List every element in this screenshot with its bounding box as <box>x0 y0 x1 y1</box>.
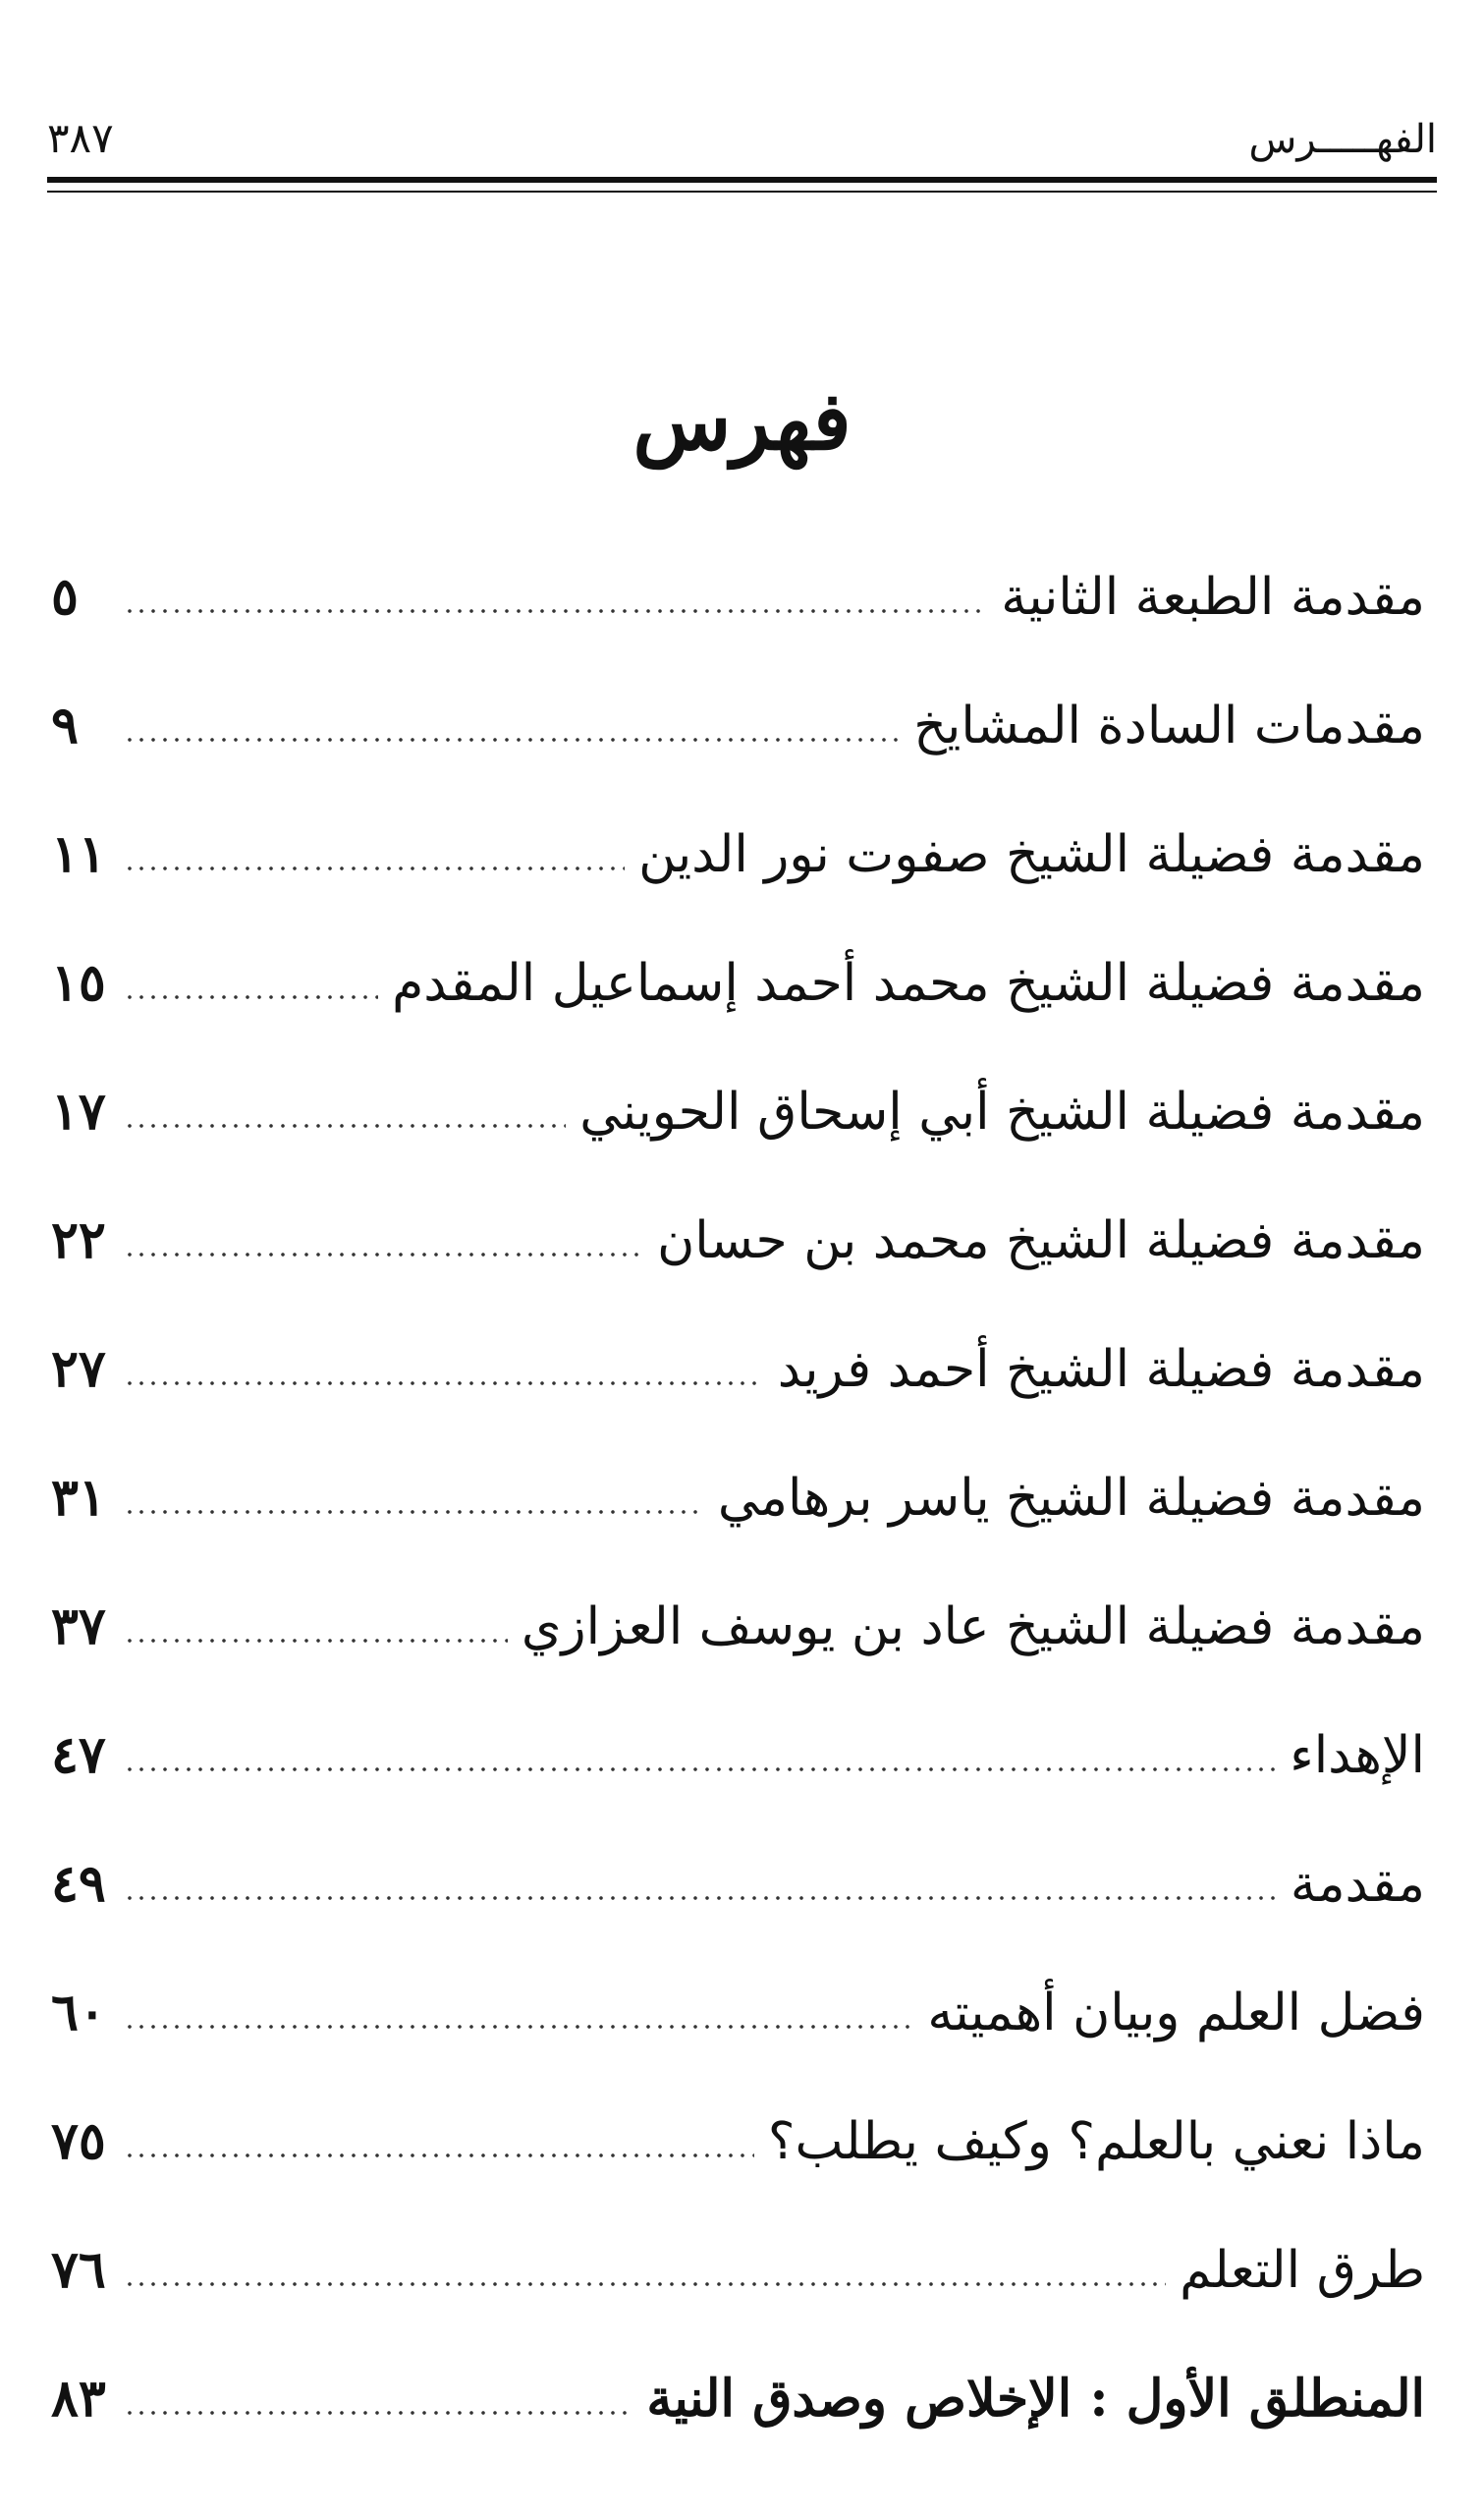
dot-leader <box>124 1124 566 1128</box>
dot-leader <box>124 1767 1276 1771</box>
dot-leader <box>124 2411 632 2415</box>
dot-leader <box>124 738 900 742</box>
toc-entry <box>51 1305 1425 1433</box>
running-title: الفهـــــرس <box>1248 117 1437 162</box>
dot-leader <box>124 995 378 999</box>
toc-entry-page: ٤٩ <box>51 1853 106 1914</box>
toc-entry <box>51 2077 1425 2206</box>
dot-leader <box>124 1896 1277 1900</box>
toc-entry-page: ١١ <box>51 823 106 884</box>
toc-entry-title: مقدمة فضيلة الشيخ ياسر برهامي <box>717 1468 1425 1528</box>
index-title: فهرس <box>632 374 852 469</box>
toc-entry <box>51 1691 1425 1819</box>
toc-entry-title: مقدمة فضيلة الشيخ أبي إسحاق الحويني <box>579 1082 1425 1142</box>
toc-entry <box>51 919 1425 1047</box>
toc-entry <box>51 2206 1425 2334</box>
toc-entry-title: مقدمة فضيلة الشيخ صفوت نور الدين <box>638 824 1425 884</box>
dot-leader <box>124 609 987 613</box>
toc-entry <box>51 1819 1425 1948</box>
dot-leader <box>124 867 625 870</box>
dot-leader <box>124 2153 754 2157</box>
toc-entry <box>51 1433 1425 1562</box>
toc-entry-title: طرق التعلم <box>1180 2240 1425 2300</box>
page-number: ٣٨٧ <box>47 114 114 162</box>
dot-leader <box>124 1510 704 1514</box>
toc-entry-page: ٢٢ <box>51 1209 106 1270</box>
toc-entry-page: ١٧ <box>51 1081 106 1142</box>
toc-entry-title: فضل العلم وبيان أهميته <box>927 1983 1425 2042</box>
toc-entry-page: ٣٧ <box>51 1595 106 1656</box>
toc-entry <box>51 1176 1425 1305</box>
toc-entry-page: ٧٥ <box>51 2110 106 2171</box>
toc-entry-page: ٩ <box>51 695 79 755</box>
dot-leader <box>124 1639 508 1643</box>
toc-entry-page: ١٥ <box>51 952 106 1013</box>
toc-entry <box>51 790 1425 919</box>
toc-entry-title: الإهداء <box>1290 1725 1425 1785</box>
toc-entry-title: مقدمة فضيلة الشيخ أحمد فريد <box>777 1339 1425 1399</box>
toc-entry-page: ٧٦ <box>51 2239 106 2300</box>
toc-entry-title: مقدمة الطبعة الثانية <box>1001 567 1425 627</box>
dot-leader <box>124 1253 643 1257</box>
toc-entry <box>51 1562 1425 1691</box>
toc-entry-page: ٥ <box>51 566 79 627</box>
toc-entry-title: ماذا نعني بالعلم؟ وكيف يطلب؟ <box>767 2111 1425 2171</box>
toc-entry <box>51 532 1425 661</box>
toc-entry-title: مقدمة فضيلة الشيخ عاد بن يوسف العزازي <box>521 1596 1425 1656</box>
toc-entry-title: مقدمة فضيلة الشيخ محمد أحمد إسماعيل المقدم <box>392 953 1425 1013</box>
toc-entry-page: ٣١ <box>51 1467 106 1528</box>
toc-entry-title: المنطلق الأول : الإخلاص وصدق النية <box>646 2368 1425 2429</box>
toc-entry <box>51 1047 1425 1176</box>
toc-entry-page: ٦٠ <box>51 1982 106 2042</box>
table-of-contents <box>51 532 1425 2463</box>
toc-entry-page: ٤٧ <box>51 1724 106 1785</box>
toc-entry <box>51 1948 1425 2077</box>
running-header <box>47 90 1437 162</box>
dot-leader <box>124 2025 913 2029</box>
toc-entry-title: مقدمة <box>1290 1854 1425 1914</box>
dot-leader <box>124 1381 764 1385</box>
header-rule-thin <box>47 191 1437 193</box>
dot-leader <box>124 2282 1166 2286</box>
toc-entry <box>51 661 1425 790</box>
toc-entry <box>51 2334 1425 2463</box>
header-rule-thick <box>47 177 1437 183</box>
toc-entry-title: مقدمة فضيلة الشيخ محمد بن حسان <box>657 1210 1425 1270</box>
toc-entry-title: مقدمات السادة المشايخ <box>913 696 1425 755</box>
toc-entry-page: ٢٧ <box>51 1338 106 1399</box>
toc-entry-page: ٨٣ <box>51 2368 106 2429</box>
